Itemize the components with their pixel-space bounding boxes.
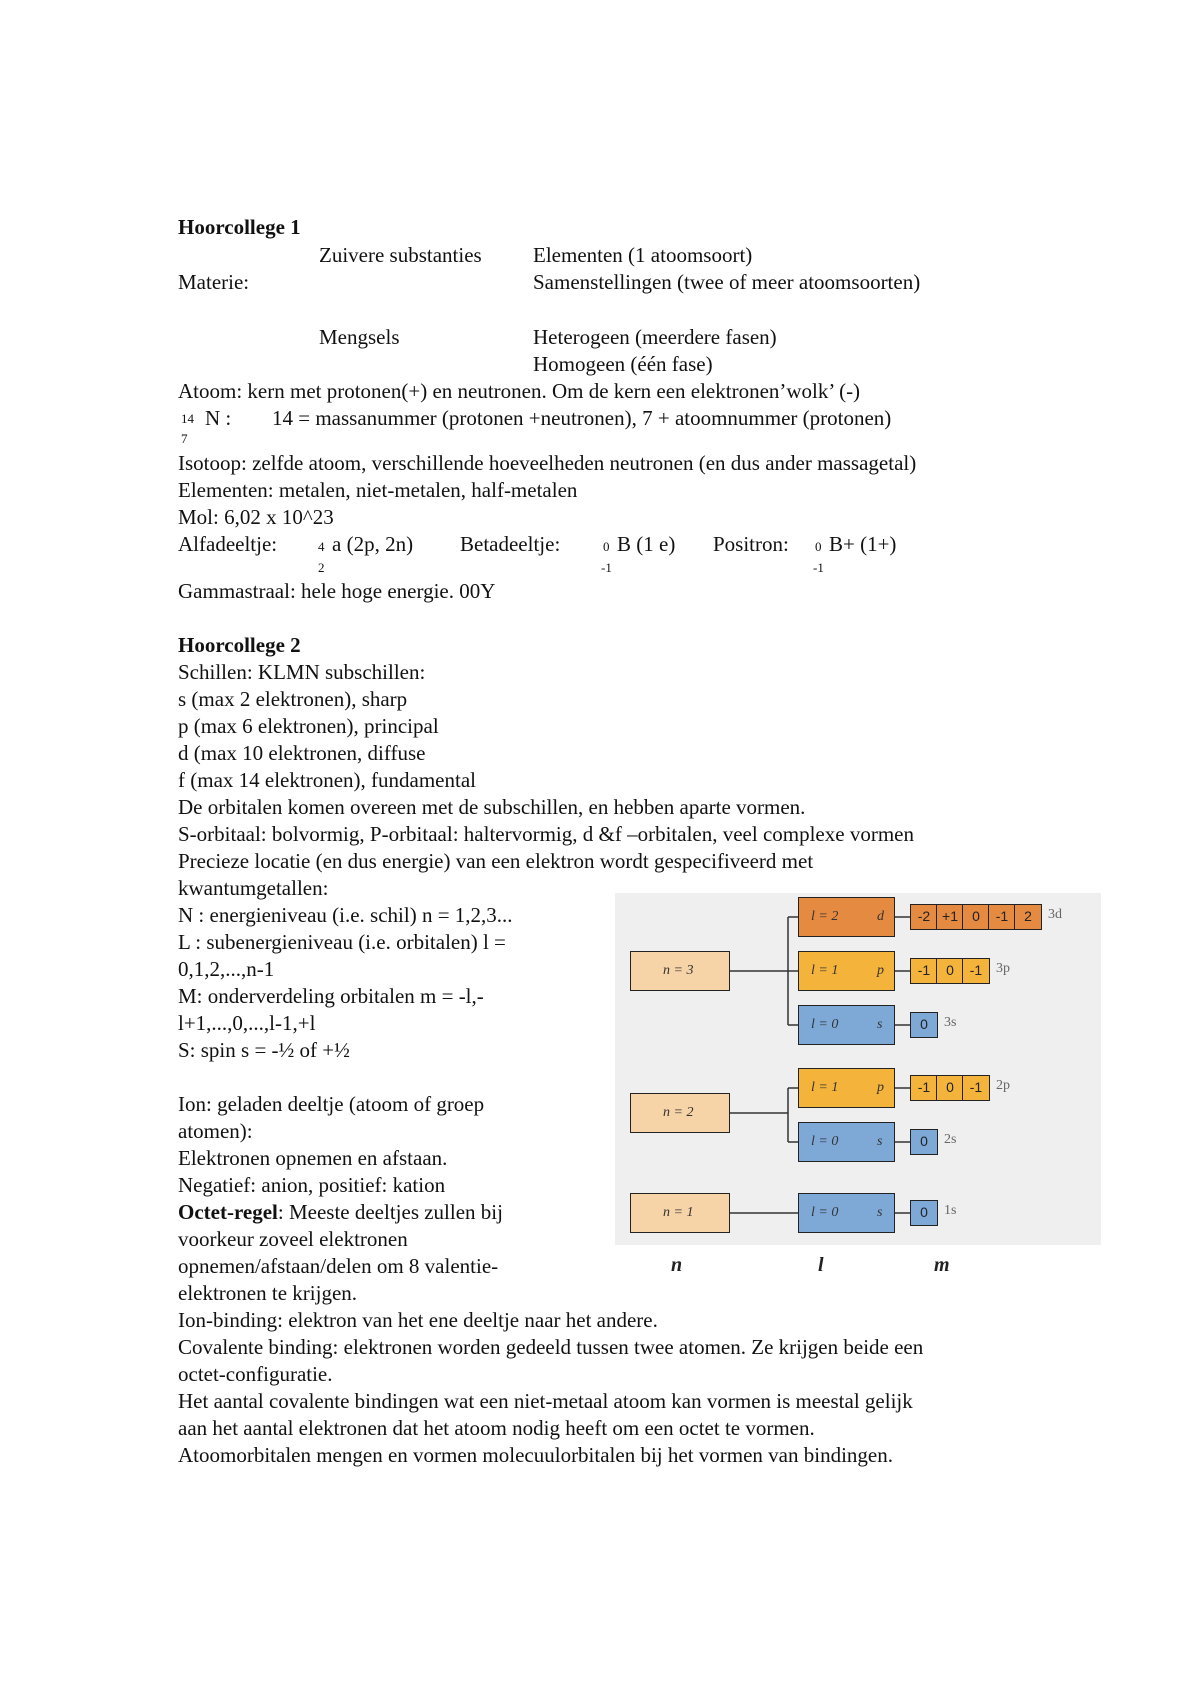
orbital-label-1s: 1s [944,1203,957,1218]
alfa-symbol: a (2p, 2n) [332,532,414,556]
m-cell-2p: -1 [962,1075,990,1101]
beta-sup: 0 [603,539,610,554]
text-line: M: onderverdeling orbitalen m = -l,- [178,984,484,1008]
l1-box-n3 [798,951,895,991]
zuivere-substanties: Zuivere substanties [319,243,482,267]
text-line: kwantumgetallen: [178,876,329,900]
alfa-label: Alfadeeltje: [178,532,278,556]
beta-sub: -1 [601,560,612,575]
text-line: octet-configuratie. [178,1362,333,1386]
orbital-label-3s: 3s [944,1015,957,1030]
alfa-sup: 4 [318,539,325,554]
n-symbol: N : [205,406,232,430]
materie-label: Materie: [178,270,250,294]
n3-box [630,951,730,991]
m-cell-3p: -1 [962,958,990,984]
text-line: N : energieniveau (i.e. schil) n = 1,2,3... [178,903,513,927]
text-line: Elektronen opnemen en afstaan. [178,1146,448,1170]
m-cell-2p: -1 [910,1075,938,1101]
l1-label: l = 1 [811,963,839,978]
text-line: voorkeur zoveel elektronen [178,1227,408,1251]
n1-box [630,1193,730,1233]
text-line: opnemen/afstaan/delen om 8 valentie- [178,1254,499,1278]
l0-box-n1 [798,1193,895,1233]
heading-hoorcollege-1: Hoorcollege 1 [178,215,301,239]
m-cell-3d: +1 [936,904,964,930]
mengsels-label: Mengsels [319,325,400,349]
octet-line [178,1199,503,1226]
text-line: De orbitalen komen overeen met de subschillen, en hebben aparte vormen. [178,795,806,819]
gammastraal-line: Gammastraal: hele hoge energie. 00Y [178,579,496,603]
text-line: Atoomorbitalen mengen en vormen molecuulorbitalen bij het vormen van bindingen. [178,1443,893,1467]
text-line: Precieze locatie (en dus energie) van een elektron wordt gespecifiveerd met [178,849,814,873]
quantum-number-diagram [615,893,1101,1245]
orbital-label-3p: 3p [996,961,1010,976]
isotoop-line: Isotoop: zelfde atoom, verschillende hoeveelheden neutronen (en dus ander massagetal) [178,451,917,475]
text-line: 0,1,2,...,n-1 [178,957,275,981]
elementen-line: Elementen: metalen, niet-metalen, half-metalen [178,478,578,502]
heterogeen-definition: Heterogeen (meerdere fasen) [533,325,777,349]
l0-label: l = 0 [811,1205,839,1220]
massanummer-line: 14 = massanummer (protonen +neutronen), 7 + atoomnummer (protonen) [272,406,892,430]
text-line: Schillen: KLMN subschillen: [178,660,426,684]
l1-label: l = 1 [811,1080,839,1095]
l1-box-n2 [798,1068,895,1108]
text-line: p (max 6 elektronen), principal [178,714,439,738]
orbital-label-2p: 2p [996,1078,1010,1093]
positron-sub: -1 [813,560,824,575]
l0-letter: s [877,1017,883,1032]
axis-label-l: l [818,1254,824,1276]
n1-label: n = 1 [663,1205,694,1220]
text-line: d (max 10 elektronen, diffuse [178,741,426,765]
l0-letter: s [877,1205,883,1220]
octet-regel-term: Octet-regel [178,1200,278,1224]
text-line: aan het aantal elektronen dat het atoom nodig heeft om een octet te vormen. [178,1416,815,1440]
l0-label: l = 0 [811,1017,839,1032]
samenstellingen-definition: Samenstellingen (twee of meer atoomsoorten) [533,270,921,294]
l2-label: l = 2 [811,909,839,924]
text-line: l+1,...,0,...,l-1,+l [178,1011,316,1035]
m-cell-3d: -2 [910,904,938,930]
n-mass-number: 14 [181,411,194,426]
n-atomic-number: 7 [181,431,188,446]
l1-letter: p [877,963,884,978]
text-line: Ion-binding: elektron van het ene deeltje naar het andere. [178,1308,658,1332]
l2-letter: d [877,909,884,924]
text-line: S: spin s = -½ of +½ [178,1038,350,1062]
text-line: Het aantal covalente bindingen wat een niet-metaal atoom kan vormen is meestal gelijk [178,1389,913,1413]
text-line: Ion: geladen deeltje (atoom of groep [178,1092,485,1116]
l2-box [798,897,895,937]
m-cell-3p: -1 [910,958,938,984]
m-cell-1s: 0 [910,1200,938,1226]
text-line: f (max 14 elektronen), fundamental [178,768,476,792]
text-line: atomen): [178,1119,253,1143]
elementen-definition: Elementen (1 atoomsoort) [533,243,753,267]
m-cell-3d: 0 [962,904,990,930]
axis-label-n: n [671,1254,683,1276]
m-cell-3p: 0 [936,958,964,984]
octet-regel-text: : Meeste deeltjes zullen bij [277,1200,503,1224]
axis-label-m: m [934,1254,950,1276]
positron-sup: 0 [815,539,822,554]
heading-hoorcollege-2: Hoorcollege 2 [178,633,301,657]
homogeen-definition: Homogeen (één fase) [533,352,713,376]
text-line: Covalente binding: elektronen worden gedeeld tussen twee atomen. Ze krijgen beide een [178,1335,924,1359]
orbital-label-3d: 3d [1048,907,1062,922]
mol-line: Mol: 6,02 x 10^23 [178,505,334,529]
text-line: S-orbitaal: bolvormig, P-orbitaal: haltervormig, d &f –orbitalen, veel complexe vormen [178,822,914,846]
positron-label: Positron: [713,532,789,556]
m-cell-3d: 2 [1014,904,1042,930]
m-cell-2p: 0 [936,1075,964,1101]
n2-box [630,1093,730,1133]
m-cell-3s: 0 [910,1012,938,1038]
beta-label: Betadeeltje: [460,532,561,556]
atoom-line: Atoom: kern met protonen(+) en neutronen. Om de kern een elektronen’wolk’ (-) [178,379,861,403]
alfa-sub: 2 [318,560,325,575]
text-line: elektronen te krijgen. [178,1281,358,1305]
text-line: s (max 2 elektronen), sharp [178,687,408,711]
l0-box-n3 [798,1005,895,1045]
l0-box-n2 [798,1122,895,1162]
l0-label: l = 0 [811,1134,839,1149]
text-line: L : subenergieniveau (i.e. orbitalen) l = [178,930,506,954]
n3-label: n = 3 [663,963,694,978]
n2-label: n = 2 [663,1105,694,1120]
m-cell-2s: 0 [910,1129,938,1155]
m-cell-3d: -1 [988,904,1016,930]
text-line: Negatief: anion, positief: kation [178,1173,446,1197]
positron-symbol: B+ (1+) [829,532,897,556]
l0-letter: s [877,1134,883,1149]
orbital-label-2s: 2s [944,1132,957,1147]
l1-letter: p [877,1080,884,1095]
beta-symbol: B (1 e) [617,532,676,556]
